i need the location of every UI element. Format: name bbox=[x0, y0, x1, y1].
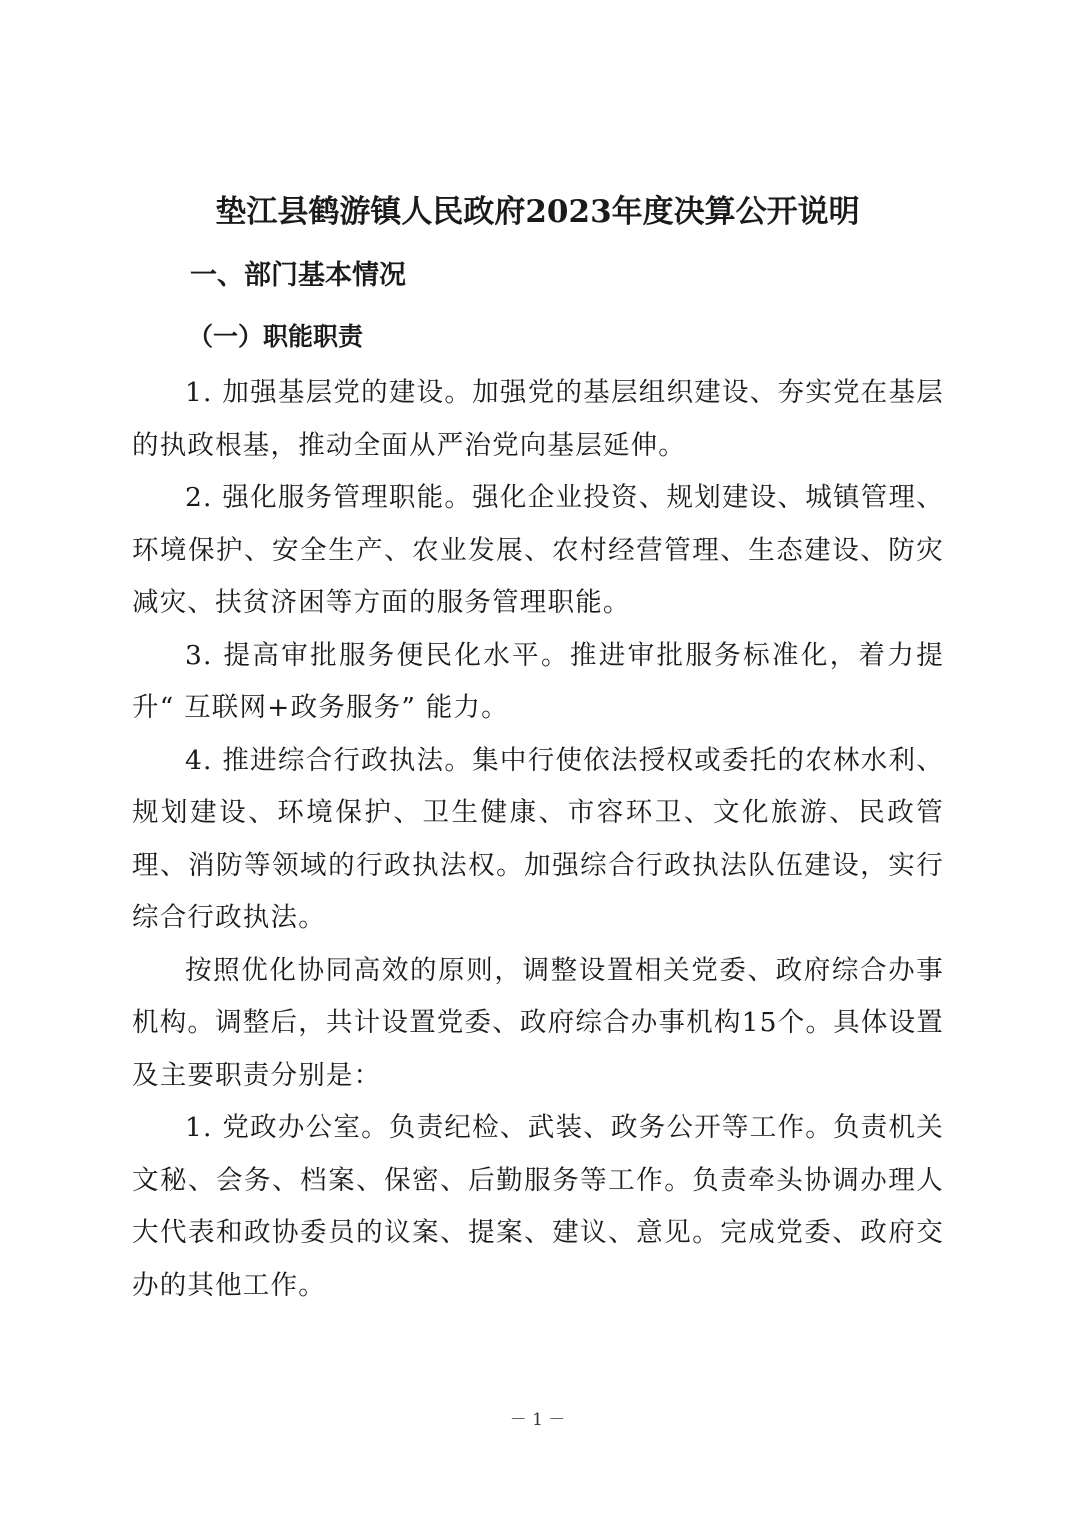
section-heading: 一、部门基本情况 bbox=[190, 260, 406, 291]
paragraph: 2. 强化服务管理职能。强化企业投资、规划建设、城镇管理、环境保护、安全生产、农业发展、农村经营管理、生态建设、防灾减灾、扶贫济困等方面的服务管理职能。 bbox=[132, 482, 944, 618]
page-number: － 1 － bbox=[509, 1410, 566, 1430]
body-text bbox=[132, 367, 944, 1312]
paragraph: 1. 党政办公室。负责纪检、武装、政务公开等工作。负责机关文秘、会务、档案、保密、后勤服务等工作。负责牵头协调办理人大代表和政协委员的议案、提案、建议、意见。完成党委、政府交办的其他工作。 bbox=[132, 1112, 944, 1301]
sub-heading: （一）职能职责 bbox=[188, 322, 364, 351]
paragraph: 3. 提高审批服务便民化水平。推进审批服务标准化，着力提升“ 互联网+政务服务” 能力。 bbox=[132, 639, 944, 723]
paragraph: 按照优化协同高效的原则，调整设置相关党委、政府综合办事机构。调整后，共计设置党委、政府综合办事机构15个。具体设置及主要职责分别是： bbox=[132, 954, 944, 1091]
document-title: 垫江县鹤游镇人民政府2023年度决算公开说明 bbox=[215, 194, 860, 230]
paragraph: 4. 推进综合行政执法。集中行使依法授权或委托的农林水利、规划建设、环境保护、卫生健康、市容环卫、文化旅游、民政管理、消防等领域的行政执法权。加强综合行政执法队伍建设，实行综合行政执法。 bbox=[132, 744, 944, 933]
paragraph: 1. 加强基层党的建设。加强党的基层组织建设、夯实党在基层的执政根基，推动全面从严治党向基层延伸。 bbox=[132, 377, 944, 461]
